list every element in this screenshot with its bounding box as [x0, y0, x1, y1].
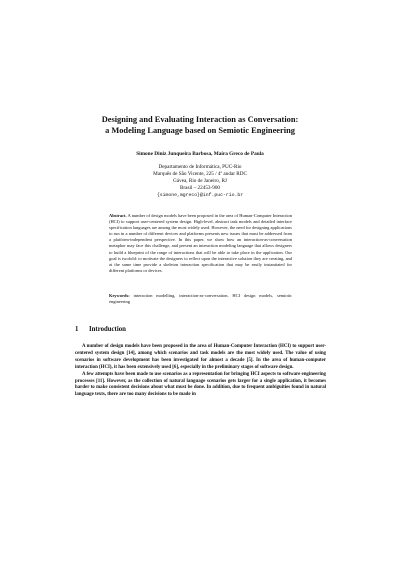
body-paragraph: A number of design models have been proposed in the area of Human-Computer Interaction (HCI) to support user-centered system design [14], among which scenarios and task models are the most widely used. The value of using scenarios in software development has been investigated for almost a decade [5]. In the area of human-computer interaction (HCI), it has been extensively used [6], especially in the preliminary stages of software design.	[75, 344, 326, 370]
title-line-1: Designing and Evaluating Interaction as Conversation:	[101, 115, 299, 124]
affiliation-address-3: Brasil – 22453-900	[179, 185, 221, 191]
affiliation-address-1: Marquês de São Vicente, 225 / 4º andar RDC	[153, 171, 247, 177]
affiliation-department: Departamento de Informática, PUC-Rio	[158, 164, 242, 170]
keywords	[109, 293, 292, 305]
affiliation-block	[90, 164, 310, 199]
author-list: Simone Diniz Junqueira Barbosa, Maíra Greco de Paula	[136, 151, 264, 157]
affiliation-email: {simone,mgreco}@inf.puc-rio.br	[156, 193, 244, 198]
title-line-2: a Modeling Language based on Semiotic Engineering	[105, 126, 295, 135]
section-heading-introduction	[75, 326, 275, 334]
affiliation-address-2: Gávea, Rio de Janeiro, RJ	[173, 178, 227, 184]
introduction-body	[75, 344, 326, 399]
paper-title	[70, 114, 330, 136]
abstract	[109, 213, 292, 274]
abstract-text: A number of design models have been proposed in the area of Human-Computer Interaction (HCI) to support user-centered system design. High-level, abstract task models and detailed interface specification languages are among the most widely used. However, the need for designing applications to run in a number of different devices and platforms presents new issues that must be addressed from a platform-independent perspective. In this paper, we show how an interaction-as-conversation metaphor may face this challenge, and present an interaction modeling language that allows designers to build a blueprint of the range of interactions that will be able to take place in the application. Our goal is twofold: to motivate the designers to reflect upon the interactive solution they are creating, and at the same time provide a skeleton interaction specification that may be easily instantiated for different platforms or devices.	[109, 213, 292, 273]
section-title: Introduction	[89, 326, 126, 333]
keywords-label: Keywords:	[109, 293, 130, 298]
abstract-label: Abstract.	[109, 213, 127, 218]
section-number: 1	[75, 326, 79, 333]
keywords-text: interaction modelling, interaction-as-conversation, HCI design models, semiotic engineering	[109, 293, 293, 305]
body-paragraph: A few attempts have been made to use scenarios as a representation for bringing HCI aspects to software engineering processes [11]. However, as the collection of natural language scenarios gets larger for a single application, it becomes harder to make consistent decisions about what must be done. In addition, due to frequent ambiguities found in natural language texts, there are too many decisions to be made in	[75, 371, 326, 398]
